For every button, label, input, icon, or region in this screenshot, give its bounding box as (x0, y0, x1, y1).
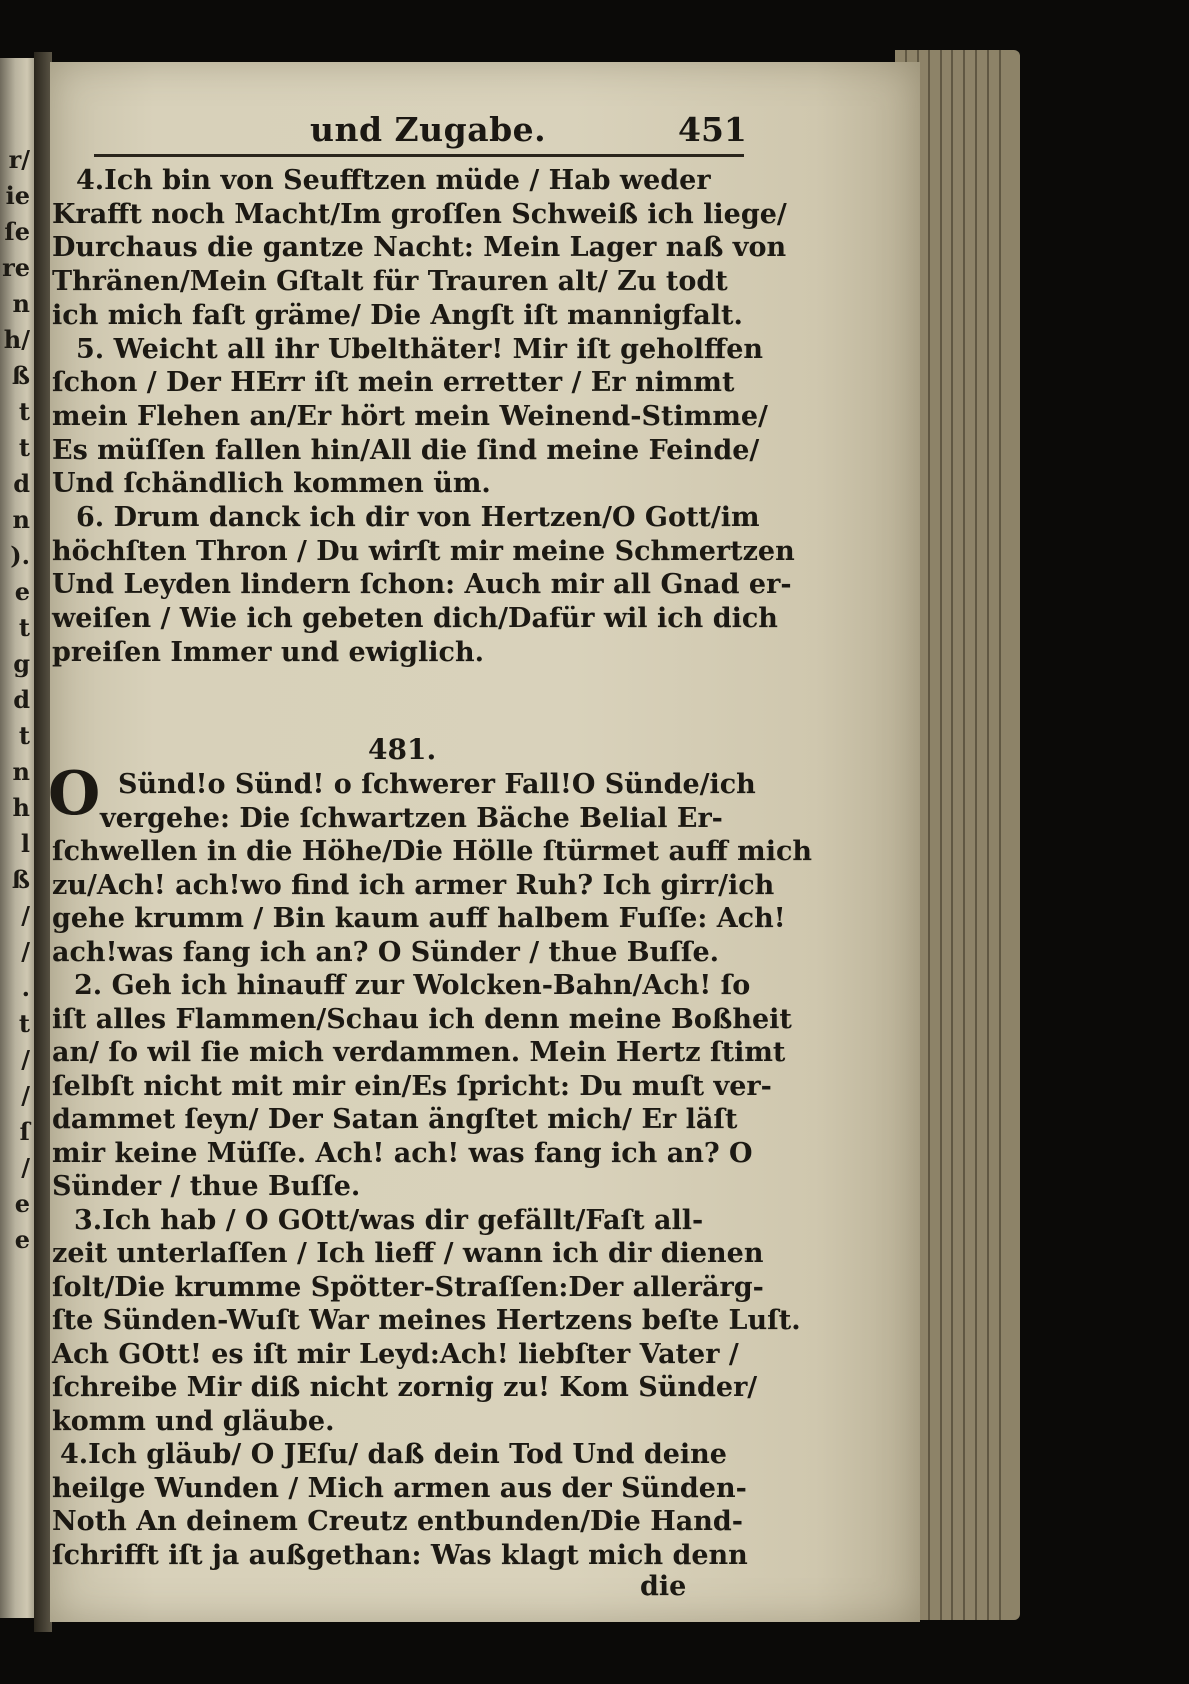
text-line: 4.Ich bin von Seufftzen müde / Hab weder (76, 165, 711, 196)
left-page-fragment: h (12, 793, 30, 822)
left-page-fragment: ß (11, 361, 30, 390)
left-page-fragment: ß (11, 865, 30, 894)
text-line: heilge Wunden / Mich armen aus der Sünden- (52, 1472, 747, 1504)
page-number: 451 (678, 110, 747, 149)
left-page-fragment: e (14, 1189, 30, 1218)
left-page-fragment: h/ (3, 325, 30, 354)
text-line: ſelbſt nicht mit mir ein/Es ſpricht: Du muſt ver- (52, 1070, 772, 1102)
text-line: Und Leyden lindern ſchon: Auch mir all Gnad er- (52, 569, 792, 601)
text-line: 3.Ich hab / O GOtt/was dir gefällt/Faſt all- (74, 1204, 704, 1236)
text-line: Durchaus die gantze Nacht: Mein Lager naß von (52, 232, 787, 264)
left-page-fragment: l (20, 829, 30, 858)
text-line: 4.Ich gläub/ O JEſu/ daß dein Tod Und deine (60, 1439, 727, 1470)
left-page-fragment: n (12, 505, 30, 534)
text-line: Krafft noch Macht/Im groſſen Schweiß ich liege/ (52, 198, 787, 230)
catchword: die (640, 1571, 687, 1602)
text-line: ich mich faſt gräme/ Die Angſt iſt mannigfalt. (52, 299, 743, 331)
left-page-fragment: . (21, 973, 30, 1002)
text-line: Sünd!o Sünd! o ſchwerer Fall!O Sünde/ich (118, 769, 756, 800)
left-page-fragment: t (18, 433, 30, 462)
left-page-fragment: / (21, 937, 30, 966)
text-line: ſchrifft iſt ja außgethan: Was klagt mich denn (52, 1539, 748, 1571)
text-line: ſte Sünden-Wuſt War meines Hertzens beſte Luſt. (52, 1305, 801, 1336)
text-line: zeit unterlaſſen / Ich lieff / wann ich dir dienen (52, 1238, 764, 1269)
left-page-fragment: e (14, 1225, 30, 1254)
text-line: mein Flehen an/Er hört mein Weinend-Stimme/ (52, 400, 768, 432)
text-line: iſt alles Flammen/Schau ich denn meine Boßheit (52, 1003, 792, 1035)
left-page-fragment: / (21, 1081, 30, 1110)
text-line: ſolt/Die krumme Spötter-Straſſen:Der allerärg- (52, 1271, 764, 1303)
left-page-fragment: / (21, 1153, 30, 1182)
text-line: an/ ſo wil ſie mich verdammen. Mein Hertz ſtimt (52, 1037, 786, 1068)
text-line: dammet ſeyn/ Der Satan ängſtet mich/ Er läſt (52, 1104, 738, 1135)
left-page-fragment: n (12, 289, 30, 318)
left-page-fragment: ſe (4, 217, 30, 246)
drop-cap: O (48, 759, 101, 829)
text-line: vergehe: Die ſchwartzen Bäche Belial Er- (100, 802, 723, 834)
left-page-fragment: t (18, 613, 30, 642)
running-head: und Zugabe. (310, 110, 547, 149)
text-line: Es müſſen fallen hin/All die ſind meine Feinde/ (52, 434, 760, 466)
left-page-fragment: e (14, 577, 30, 606)
left-page-fragment: ie (5, 181, 30, 210)
text-line: ſchwellen in die Höhe/Die Hölle ſtürmet auff mich (52, 836, 813, 867)
left-page-fragment: ). (10, 541, 30, 570)
text-line: 6. Drum danck ich dir von Hertzen/O Gott/im (76, 502, 760, 533)
text-line: Thränen/Mein Gſtalt für Trauren alt/ Zu todt (52, 266, 728, 298)
left-page-fragment: ſ (19, 1117, 30, 1146)
left-page-fragment: t (18, 397, 30, 426)
left-page-fragment: / (21, 901, 30, 930)
left-page-fragment: n (12, 757, 30, 786)
text-line: preiſen Immer und ewiglich. (52, 636, 485, 668)
text-line: Ach GOtt! es iſt mir Leyd:Ach! liebſter Vater / (52, 1338, 739, 1370)
text-line: 2. Geh ich hinauff zur Wolcken-Bahn/Ach! ſo (74, 970, 751, 1001)
text-line: weiſen / Wie ich gebeten dich/Dafür wil ich dich (52, 603, 778, 635)
text-line: gehe krumm / Bin kaum auff halbem Fuſſe: Ach! (52, 903, 786, 934)
left-page-fragment: t (18, 721, 30, 750)
text-line: mir keine Müſſe. Ach! ach! was fang ich an? O (52, 1137, 753, 1169)
text-line: Und ſchändlich kommen üm. (52, 468, 491, 500)
text-line: zu/Ach! ach!wo find ich armer Ruh? Ich girr/ich (52, 869, 775, 901)
left-page-fragment: g (13, 649, 30, 678)
left-page-fragment: t (18, 1009, 30, 1038)
text-line: höchſten Thron / Du wirſt mir meine Schmertzen (52, 535, 795, 567)
text-line: Sünder / thue Buſſe. (52, 1171, 361, 1202)
left-page-fragment: re (2, 253, 30, 282)
left-page-fragment: d (13, 469, 30, 498)
header-rule (94, 154, 744, 157)
left-page-fragment: r/ (8, 145, 30, 174)
text-line: 5. Weicht all ihr Ubelthäter! Mir iſt geholffen (76, 333, 764, 365)
text-line: Noth An deinem Creutz entbunden/Die Hand- (52, 1506, 743, 1537)
left-page-fragment: d (13, 685, 30, 714)
book-page (50, 62, 920, 1622)
left-page-fragment: / (21, 1045, 30, 1074)
left-facing-page (0, 58, 34, 1618)
text-line: ſchreibe Mir diß nicht zornig zu! Kom Sünder/ (52, 1372, 758, 1403)
hymn-number: 481. (368, 733, 437, 766)
text-line: ach!was fang ich an? O Sünder / thue Buſſe. (52, 936, 720, 968)
text-line: komm und gläube. (52, 1405, 335, 1437)
text-line: ſchon / Der HErr iſt mein erretter / Er nimmt (52, 367, 735, 399)
